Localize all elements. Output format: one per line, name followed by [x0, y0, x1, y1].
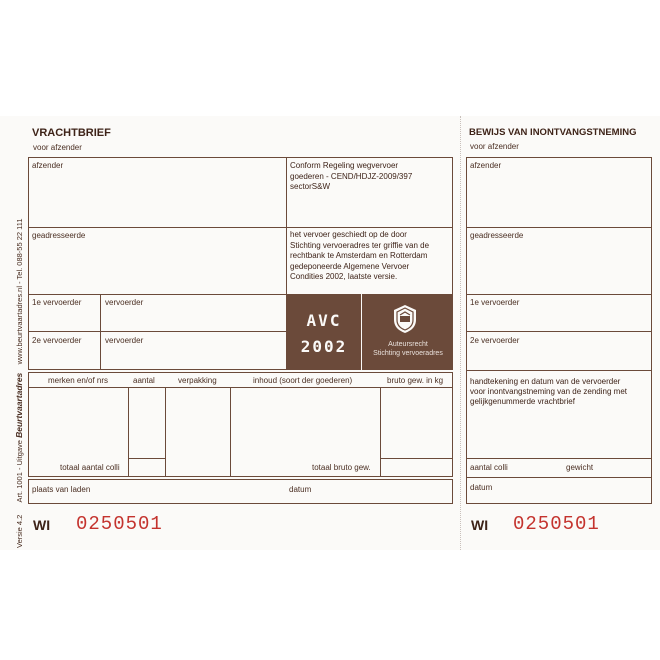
avc-label: AVC — [306, 311, 342, 330]
vervoerder2-name-label: vervoerder — [105, 336, 144, 345]
col-aantal: aantal — [133, 376, 155, 385]
receipt-vervoerder1-label: 1e vervoerder — [470, 298, 520, 307]
avc-statement: het vervoer geschiedt op de door Stichting vervoeradres ter griffie van de rechtbank te Amsterdam en Rotterdam gedeponeerde Algemene Vervoer Condities 2002, laatste versie. — [290, 230, 430, 281]
receipt-datum-field[interactable] — [498, 480, 650, 502]
vervoerder2-field[interactable] — [102, 346, 284, 368]
form-number: 0250501 — [76, 513, 163, 535]
receipt-handtekening-text: handtekening en datum van de vervoerder voor inontvangstneming van de zending met gelijkgenummerde vrachtbrief — [470, 377, 627, 406]
wi-label: WI — [33, 517, 51, 533]
receipt-vervoerder1-field[interactable] — [530, 296, 650, 329]
col-merken: merken en/of nrs — [48, 376, 109, 385]
receipt-wi-label: WI — [471, 517, 489, 533]
perforation-line — [460, 116, 461, 550]
receipt-vervoerder2-label: 2e vervoerder — [470, 336, 520, 345]
avc-block — [287, 294, 453, 370]
inhoud-field[interactable] — [232, 389, 379, 457]
plaats-field[interactable] — [110, 481, 280, 502]
receipt-form-number: 0250501 — [513, 513, 600, 535]
datum-field[interactable] — [316, 481, 451, 502]
avc-year: 2002 — [300, 337, 348, 356]
vervoerder2-label: 2e vervoerder — [32, 336, 82, 345]
receipt-signature-field[interactable] — [468, 410, 650, 456]
vervoerder1-field[interactable] — [102, 308, 284, 330]
side-version: Versie 4.2 — [15, 514, 24, 548]
totaal-bruto-label: totaal bruto gew. — [312, 463, 371, 472]
copyright-line2: Stichting vervoeradres — [373, 350, 443, 357]
col-inhoud: inhoud (soort der goederen) — [253, 376, 353, 385]
side-art: Art. 1001 - Uitgave — [15, 440, 24, 503]
afzender-label: afzender — [32, 161, 64, 170]
receipt-datum-label: datum — [470, 483, 493, 492]
receipt-afzender-field[interactable] — [468, 172, 650, 225]
vervoerder1-name-label: vervoerder — [105, 298, 144, 307]
side-contact: www.beurtvaartadres.nl - Tel. 088-55 22 111 — [15, 218, 24, 365]
vrachtbrief-subtitle: voor afzender — [33, 143, 82, 152]
vrachtbrief-title: VRACHTBRIEF — [32, 127, 111, 139]
receipt-geadresseerde-label: geadresseerde — [470, 231, 524, 240]
col-verpakking: verpakking — [178, 376, 217, 385]
receipt-vervoerder2-field[interactable] — [530, 333, 650, 368]
side-brand: Beurtvaartadres — [14, 372, 24, 438]
receipt-geadresseerde-field[interactable] — [468, 242, 650, 292]
totaal-colli-label: totaal aantal colli — [60, 463, 120, 472]
copyright-line1: Auteursrecht — [388, 341, 428, 348]
receipt-title: BEWIJS VAN INONTVANGSTNEMING — [469, 127, 637, 138]
receipt-subtitle: voor afzender — [470, 142, 519, 151]
conform-text: Conform Regeling wegvervoer goederen - CEND/HDJZ-2009/397 sectorS&W — [290, 161, 413, 191]
geadresseerde-label: geadresseerde — [32, 231, 86, 240]
receipt-afzender-label: afzender — [470, 161, 502, 170]
copyright-text — [364, 340, 452, 358]
receipt-gewicht-label: gewicht — [566, 463, 594, 472]
afzender-field[interactable] — [30, 172, 284, 225]
col-bruto: bruto gew. in kg — [387, 376, 444, 385]
merken-field[interactable] — [30, 389, 127, 457]
receipt-aantal-colli-label: aantal colli — [470, 463, 508, 472]
side-imprint — [14, 218, 24, 548]
aantal-field[interactable] — [130, 389, 164, 457]
verpakking-field[interactable] — [167, 389, 229, 475]
plaats-label: plaats van laden — [32, 485, 91, 494]
vervoerder1-label: 1e vervoerder — [32, 298, 82, 307]
stichting-logo-icon — [392, 304, 418, 334]
bruto-field[interactable] — [382, 389, 452, 457]
geadresseerde-field[interactable] — [30, 242, 284, 292]
datum-label: datum — [289, 485, 312, 494]
